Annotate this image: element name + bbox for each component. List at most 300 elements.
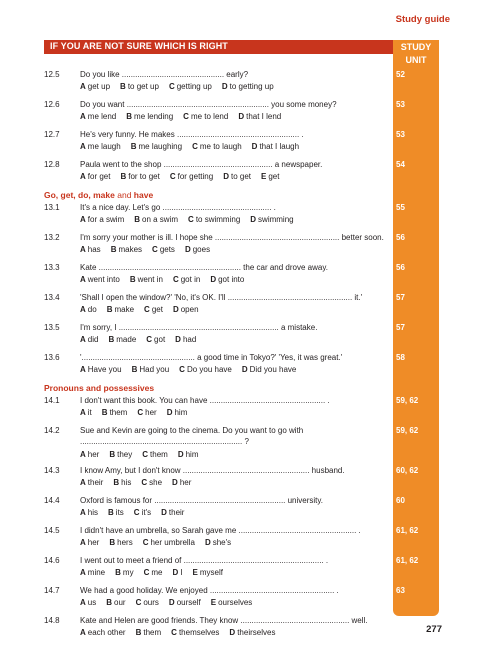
answer-option <box>80 275 120 284</box>
answer-option <box>80 628 126 637</box>
page-number: 277 <box>426 624 442 635</box>
answer-option <box>179 365 232 374</box>
answer-option <box>211 598 253 607</box>
answer-option <box>161 508 184 517</box>
option-text: to getting up <box>229 82 274 91</box>
answer-option <box>80 408 92 417</box>
question-text: '................................................... a good time in Tokyo?' 'Yes, it was great.' <box>80 353 343 362</box>
option-text: mine <box>87 568 106 577</box>
option-letter: A <box>80 628 86 637</box>
option-letter: D <box>210 275 217 284</box>
option-letter: C <box>135 598 142 607</box>
answer-option <box>261 172 279 181</box>
question-number: 14.3 <box>44 466 60 475</box>
option-letter: C <box>141 478 148 487</box>
question-text: I don't want this book. You can have .................................................... . <box>80 396 330 405</box>
option-text: has <box>87 245 101 254</box>
answer-option <box>80 568 105 577</box>
question-number: 14.8 <box>44 616 60 625</box>
option-letter: B <box>113 478 120 487</box>
question-item <box>44 496 439 526</box>
option-letter: D <box>241 365 248 374</box>
option-text: I <box>180 568 183 577</box>
answer-option <box>136 598 159 607</box>
option-letter: D <box>221 82 228 91</box>
question-number: 13.1 <box>44 203 60 212</box>
answer-option <box>80 172 110 181</box>
option-letter: A <box>80 598 86 607</box>
option-text: their <box>87 478 104 487</box>
option-text: got into <box>218 275 245 284</box>
option-text: myself <box>199 568 223 577</box>
answer-option <box>132 365 170 374</box>
answer-option <box>80 478 103 487</box>
option-letter: D <box>238 112 245 121</box>
option-text: to get <box>230 172 251 181</box>
option-text: her <box>179 478 192 487</box>
answer-options <box>80 628 285 637</box>
option-letter: A <box>80 478 86 487</box>
question-text: Kate and Helen are good friends. They know ................................................. well. <box>80 616 368 625</box>
answer-option <box>109 538 132 547</box>
study-unit-number: 52 <box>396 70 405 79</box>
study-guide-label: Study guide <box>395 14 450 25</box>
option-text: Did you have <box>249 365 297 374</box>
answer-option <box>188 215 240 224</box>
option-text: them <box>143 628 162 637</box>
option-text: ourself <box>176 598 201 607</box>
answer-option <box>192 142 242 151</box>
answer-option <box>130 275 163 284</box>
option-text: getting up <box>176 82 212 91</box>
question-number: 13.6 <box>44 353 60 362</box>
option-text: do <box>87 305 97 314</box>
option-text: his <box>121 478 132 487</box>
option-letter: B <box>106 598 113 607</box>
study-unit-number: 53 <box>396 100 405 109</box>
option-letter: C <box>168 82 175 91</box>
section-heading <box>44 383 439 396</box>
study-unit-header-line2: UNIT <box>405 55 427 65</box>
option-text: on a swim <box>142 215 179 224</box>
question-number: 12.7 <box>44 130 60 139</box>
option-letter: B <box>130 142 137 151</box>
study-unit-number: 57 <box>396 323 405 332</box>
option-text: got <box>154 335 166 344</box>
section-heading-text: Go, get, do, make <box>44 190 115 200</box>
option-letter: D <box>250 215 257 224</box>
question-number: 12.6 <box>44 100 60 109</box>
answer-option <box>169 598 201 607</box>
question-item <box>44 160 439 190</box>
answer-option <box>205 538 231 547</box>
option-text: got in <box>180 275 201 284</box>
question-number: 13.5 <box>44 323 60 332</box>
answer-option <box>137 408 156 417</box>
option-letter: E <box>210 598 217 607</box>
option-letter: E <box>192 568 198 577</box>
answer-option <box>146 335 165 344</box>
study-unit-number: 63 <box>396 616 405 625</box>
option-letter: C <box>137 408 144 417</box>
option-text: them <box>150 450 168 459</box>
option-text: Had you <box>139 365 170 374</box>
study-unit-number: 56 <box>396 233 405 242</box>
question-number: 14.6 <box>44 556 60 565</box>
question-number: 13.4 <box>44 293 60 302</box>
answer-option <box>80 82 110 91</box>
option-text: it <box>87 408 92 417</box>
answer-option <box>109 450 132 459</box>
option-letter: C <box>188 215 194 224</box>
answer-option <box>173 305 199 314</box>
answer-option <box>80 365 122 374</box>
option-letter: A <box>80 538 86 547</box>
option-text: went into <box>87 275 120 284</box>
question-item <box>44 233 439 263</box>
option-letter: D <box>177 450 184 459</box>
question-item <box>44 616 439 646</box>
answer-option <box>170 172 213 181</box>
option-text: open <box>180 305 199 314</box>
answer-option <box>115 568 133 577</box>
question-item <box>44 396 439 426</box>
question-text: I didn't have an umbrella, so Sarah gave me ..................................................... . <box>80 526 361 535</box>
question-item <box>44 426 439 466</box>
option-text: him <box>174 408 188 417</box>
option-text: me lending <box>134 112 174 121</box>
option-letter: A <box>80 335 86 344</box>
answer-option <box>80 598 96 607</box>
option-letter: B <box>101 408 108 417</box>
study-unit-number: 58 <box>396 353 405 362</box>
section-heading-text: Pronouns and possessives <box>44 383 155 393</box>
question-item <box>44 466 439 496</box>
option-text: me laughing <box>138 142 183 151</box>
option-text: me to lend <box>190 112 229 121</box>
option-text: that I lend <box>246 112 282 121</box>
answer-option <box>80 305 97 314</box>
question-item <box>44 293 439 323</box>
question-item <box>44 556 439 586</box>
study-unit-number: 55 <box>396 203 405 212</box>
option-text: for a swim <box>87 215 125 224</box>
option-text: get <box>268 172 280 181</box>
option-text: its <box>115 508 124 517</box>
option-text: hers <box>117 538 133 547</box>
answer-option <box>134 215 178 224</box>
option-letter: D <box>204 538 211 547</box>
question-number: 14.5 <box>44 526 60 535</box>
answer-option <box>238 112 281 121</box>
option-letter: B <box>134 215 141 224</box>
option-text: Do you have <box>186 365 232 374</box>
study-unit-number: 53 <box>396 130 405 139</box>
answer-option <box>80 215 124 224</box>
answer-option <box>242 365 296 374</box>
question-text: I went out to meet a friend of ............................................................... . <box>80 556 329 565</box>
option-letter: C <box>183 112 189 121</box>
answer-options <box>80 538 241 547</box>
option-text: get <box>151 305 163 314</box>
option-letter: D <box>161 508 167 517</box>
question-item <box>44 323 439 353</box>
answer-options <box>80 305 209 314</box>
option-letter: C <box>172 275 179 284</box>
answer-options <box>80 335 206 344</box>
question-number: 14.2 <box>44 426 60 435</box>
answer-options <box>80 82 284 91</box>
option-text: gets <box>159 245 175 254</box>
question-text: Kate ................................................................ the car and drove away. <box>80 263 328 272</box>
option-letter: A <box>80 142 86 151</box>
answer-option <box>141 478 162 487</box>
answer-option <box>108 335 136 344</box>
option-text: had <box>182 335 197 344</box>
option-letter: C <box>192 142 198 151</box>
option-text: me to laugh <box>199 142 242 151</box>
answer-option <box>131 142 182 151</box>
question-item <box>44 353 439 383</box>
answer-options <box>80 450 209 459</box>
question-text: Paula went to the shop ................................................. a newspaper. <box>80 160 323 169</box>
answer-option <box>178 450 199 459</box>
option-text: each other <box>87 628 126 637</box>
answer-option <box>144 568 163 577</box>
question-text: Oxford is famous for ........................................................... university. <box>80 496 324 505</box>
answer-option <box>152 245 175 254</box>
option-letter: A <box>80 215 86 224</box>
study-unit-number: 56 <box>396 263 405 272</box>
option-letter: C <box>152 245 158 254</box>
option-letter: A <box>80 112 86 121</box>
option-text: me <box>151 568 163 577</box>
study-unit-header-line1: STUDY <box>400 42 432 52</box>
question-number: 14.7 <box>44 586 60 595</box>
answer-option <box>171 628 219 637</box>
answer-option <box>185 245 210 254</box>
option-letter: B <box>135 628 142 637</box>
answer-option <box>134 508 151 517</box>
answer-option <box>144 305 163 314</box>
option-letter: C <box>169 172 176 181</box>
answer-option <box>80 142 121 151</box>
option-letter: C <box>146 335 153 344</box>
answer-option <box>80 112 116 121</box>
answer-option <box>80 508 98 517</box>
answer-options <box>80 142 309 151</box>
option-letter: C <box>142 450 149 459</box>
option-letter: B <box>109 450 116 459</box>
option-letter: D <box>229 628 236 637</box>
question-text: I'm sorry your mother is ill. I hope she ........................................................ better soon. <box>80 233 384 242</box>
option-text: her <box>87 538 100 547</box>
option-letter: D <box>172 568 179 577</box>
answer-options <box>80 598 262 607</box>
option-text: us <box>87 598 97 607</box>
answer-option <box>113 478 131 487</box>
question-text: Sue and Kevin are going to the cinema. Do you want to go with <box>80 426 304 435</box>
answer-options <box>80 365 306 374</box>
page-title: IF YOU ARE NOT SURE WHICH IS RIGHT <box>50 41 228 51</box>
answer-options <box>80 245 220 254</box>
study-unit-header <box>393 41 439 67</box>
option-text: his <box>87 508 99 517</box>
option-letter: B <box>129 275 136 284</box>
option-letter: A <box>80 305 86 314</box>
option-letter: D <box>172 478 178 487</box>
answer-options <box>80 508 194 517</box>
option-letter: C <box>143 568 150 577</box>
answer-option <box>172 568 182 577</box>
option-letter: D <box>184 245 191 254</box>
option-text: her <box>87 450 100 459</box>
study-unit-number: 60, 62 <box>396 466 419 475</box>
question-number: 14.4 <box>44 496 60 505</box>
question-text: 'Shall I open the window?' 'No, it's OK. I'll ........................................................ it.' <box>80 293 363 302</box>
option-letter: A <box>80 172 86 181</box>
answer-option <box>173 275 200 284</box>
study-unit-number: 61, 62 <box>396 556 419 565</box>
option-letter: D <box>166 408 173 417</box>
option-text: him <box>185 450 199 459</box>
question-text: It's a nice day. Let's go ................................................. . <box>80 203 276 212</box>
answer-option <box>80 245 101 254</box>
option-text: her <box>145 408 157 417</box>
question-item <box>44 263 439 293</box>
answer-option <box>80 335 98 344</box>
answer-option <box>222 82 274 91</box>
question-text: He's very funny. He makes ....................................................... . <box>80 130 304 139</box>
option-text: they <box>117 450 133 459</box>
option-letter: C <box>144 305 150 314</box>
option-letter: D <box>168 598 175 607</box>
study-unit-number: 59, 62 <box>396 426 419 435</box>
option-text: it's <box>141 508 152 517</box>
section-heading-and: and <box>117 190 132 200</box>
study-unit-number: 59, 62 <box>396 396 419 405</box>
option-text: ourselves <box>218 598 253 607</box>
option-letter: B <box>108 335 115 344</box>
option-text: make <box>114 305 135 314</box>
option-text: goes <box>192 245 211 254</box>
option-letter: A <box>80 568 86 577</box>
answer-options <box>80 568 233 577</box>
study-unit-number: 57 <box>396 293 405 302</box>
option-letter: B <box>131 365 138 374</box>
option-text: to swimming <box>195 215 241 224</box>
answer-option <box>106 598 125 607</box>
answer-option <box>229 628 275 637</box>
question-text: We had a good holiday. We enjoyed ........................................................ . <box>80 586 339 595</box>
option-letter: A <box>80 408 86 417</box>
section-heading <box>44 190 439 203</box>
option-letter: C <box>142 538 149 547</box>
option-text: went in <box>137 275 163 284</box>
question-number: 13.2 <box>44 233 60 242</box>
option-text: for getting <box>177 172 214 181</box>
option-text: themselves <box>178 628 220 637</box>
option-letter: A <box>80 508 86 517</box>
option-text: her umbrella <box>150 538 195 547</box>
option-letter: A <box>80 275 86 284</box>
option-text: that I laugh <box>259 142 300 151</box>
option-text: their <box>168 508 185 517</box>
answer-option <box>107 305 134 314</box>
answer-option <box>80 538 99 547</box>
option-text: swimming <box>258 215 294 224</box>
question-text: I know Amy, but I don't know ......................................................... husband. <box>80 466 345 475</box>
option-letter: A <box>80 365 86 374</box>
option-text: she <box>149 478 163 487</box>
study-unit-number: 54 <box>396 160 405 169</box>
answer-options <box>80 172 289 181</box>
answer-option <box>167 408 188 417</box>
option-letter: E <box>260 172 267 181</box>
answer-options <box>80 408 197 417</box>
option-letter: B <box>115 568 121 577</box>
question-number: 13.3 <box>44 263 60 272</box>
question-item <box>44 586 439 616</box>
option-letter: C <box>133 508 140 517</box>
question-list <box>44 70 439 646</box>
option-letter: B <box>106 305 113 314</box>
option-text: our <box>114 598 126 607</box>
option-letter: B <box>120 82 126 91</box>
question-item <box>44 130 439 160</box>
answer-option <box>120 82 159 91</box>
question-item <box>44 70 439 100</box>
answer-option <box>102 408 128 417</box>
option-text: makes <box>118 245 143 254</box>
study-unit-number: 60 <box>396 496 405 505</box>
option-text: for to get <box>128 172 160 181</box>
question-text-continued: ......................................................................... ? <box>80 437 249 446</box>
answer-option <box>111 245 142 254</box>
option-letter: A <box>80 82 86 91</box>
option-letter: B <box>126 112 133 121</box>
answer-option <box>142 450 168 459</box>
answer-option <box>210 275 244 284</box>
answer-options <box>80 275 254 284</box>
answer-option <box>80 450 99 459</box>
answer-option <box>223 172 251 181</box>
question-item <box>44 203 439 233</box>
option-letter: D <box>175 335 181 344</box>
question-number: 14.1 <box>44 396 60 405</box>
option-text: my <box>122 568 134 577</box>
answer-option <box>250 215 293 224</box>
option-text: theirselves <box>237 628 276 637</box>
option-text: me laugh <box>87 142 121 151</box>
study-unit-number: 61, 62 <box>396 526 419 535</box>
answer-option <box>169 82 212 91</box>
option-letter: B <box>109 538 116 547</box>
study-unit-number: 63 <box>396 586 405 595</box>
answer-option <box>143 538 195 547</box>
answer-options <box>80 478 201 487</box>
question-text: Do you like .............................................. early? <box>80 70 249 79</box>
answer-options <box>80 112 291 121</box>
option-text: for get <box>87 172 111 181</box>
option-text: Have you <box>87 365 122 374</box>
answer-option <box>183 112 228 121</box>
option-letter: D <box>251 142 258 151</box>
question-text: Do you want ................................................................ you some money? <box>80 100 337 109</box>
option-letter: B <box>120 172 127 181</box>
option-letter: A <box>80 245 86 254</box>
question-number: 12.8 <box>44 160 60 169</box>
